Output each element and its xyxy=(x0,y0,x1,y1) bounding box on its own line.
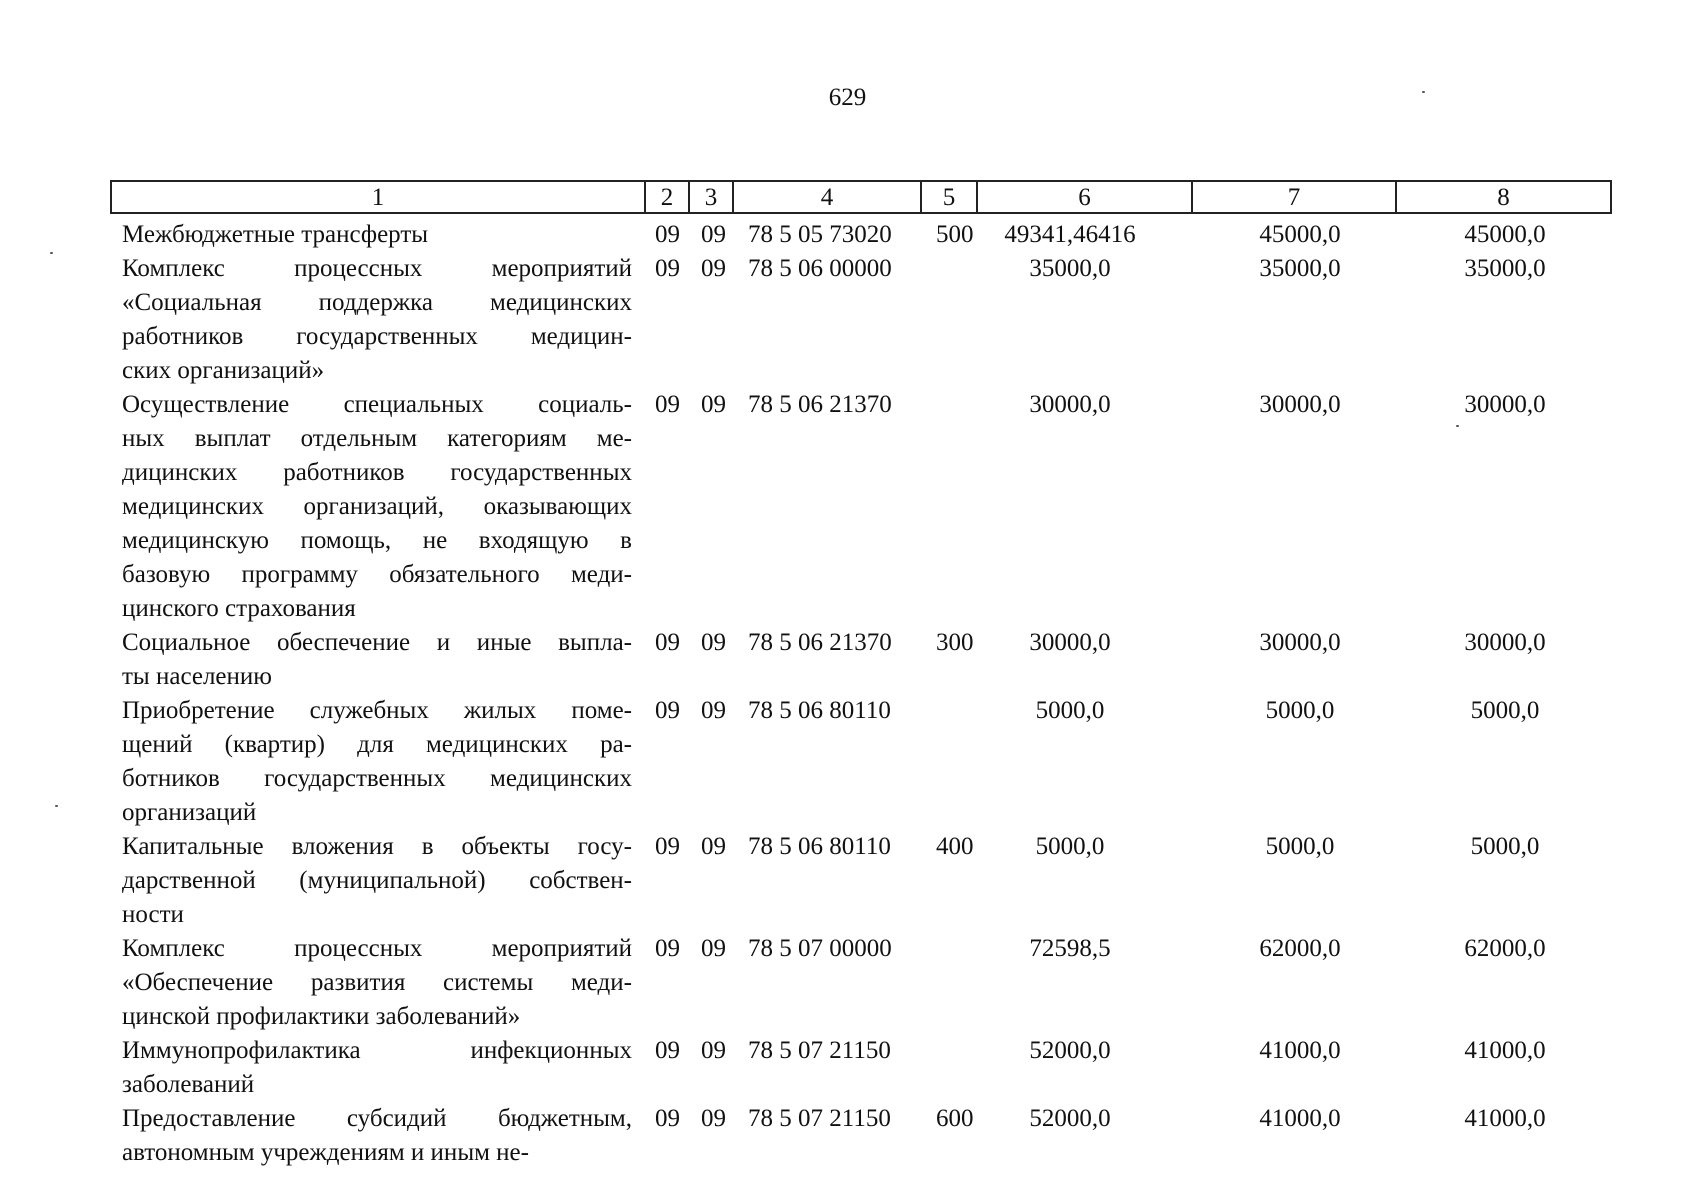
description-line: ности xyxy=(122,901,184,928)
row-description xyxy=(122,694,632,830)
header-cell-7: 7 xyxy=(1191,180,1397,214)
subsection-code: 09 xyxy=(701,1105,726,1132)
target-article-code: 78 5 07 00000 xyxy=(748,935,892,962)
description-line: заболеваний xyxy=(122,1071,255,1098)
target-article-code: 78 5 05 73020 xyxy=(748,221,892,248)
subsection-code: 09 xyxy=(701,935,726,962)
amount-col-8: 62000,0 xyxy=(1464,935,1546,962)
description-line: «Обеспечение развития системы меди- xyxy=(122,969,632,996)
target-article-code: 78 5 06 21370 xyxy=(748,391,892,418)
description-line: Приобретение служебных жилых поме- xyxy=(122,697,632,724)
description-line: цинского страхования xyxy=(122,595,356,622)
amount-col-8: 30000,0 xyxy=(1464,629,1546,656)
amount-col-8: 45000,0 xyxy=(1464,221,1546,248)
amount-col-7: 62000,0 xyxy=(1259,935,1341,962)
description-line: дарственной (муниципальной) собствен- xyxy=(122,867,632,894)
amount-col-6: 30000,0 xyxy=(1029,629,1111,656)
description-line: базовую программу обязательного меди- xyxy=(122,561,632,588)
table-header xyxy=(110,180,1612,216)
description-line: дицинских работников государственных xyxy=(122,459,632,486)
amount-col-8: 41000,0 xyxy=(1464,1037,1546,1064)
target-article-code: 78 5 06 21370 xyxy=(748,629,892,656)
amount-col-7: 45000,0 xyxy=(1259,221,1341,248)
subsection-code: 09 xyxy=(701,833,726,860)
amount-col-7: 41000,0 xyxy=(1259,1037,1341,1064)
section-code: 09 xyxy=(655,629,680,656)
description-line: Иммунопрофилактика инфекционных xyxy=(122,1037,632,1064)
description-line: Межбюджетные трансферты xyxy=(122,221,429,248)
section-code: 09 xyxy=(655,1037,680,1064)
amount-col-8: 30000,0 xyxy=(1464,391,1546,418)
amount-col-7: 30000,0 xyxy=(1259,391,1341,418)
section-code: 09 xyxy=(655,833,680,860)
amount-col-8: 35000,0 xyxy=(1464,255,1546,282)
row-description xyxy=(122,1034,632,1102)
target-article-code: 78 5 07 21150 xyxy=(748,1105,891,1132)
row-description xyxy=(122,252,632,388)
description-line: работников государственных медицин- xyxy=(122,323,632,350)
expense-type-code: 400 xyxy=(936,833,974,860)
page-number: 629 xyxy=(828,84,867,111)
section-code: 09 xyxy=(655,221,680,248)
description-line: ских организаций» xyxy=(122,357,325,384)
target-article-code: 78 5 06 00000 xyxy=(748,255,892,282)
description-line: Осуществление специальных социаль- xyxy=(122,391,632,418)
row-description xyxy=(122,830,632,932)
subsection-code: 09 xyxy=(701,697,726,724)
header-cell-2: 2 xyxy=(644,180,690,214)
header-cell-6: 6 xyxy=(976,180,1193,214)
scan-speck xyxy=(55,805,58,807)
scan-speck xyxy=(50,252,53,254)
row-description xyxy=(122,626,632,694)
description-line: цинской профилактики заболеваний» xyxy=(122,1003,521,1030)
amount-col-7: 41000,0 xyxy=(1259,1105,1341,1132)
amount-col-7: 30000,0 xyxy=(1259,629,1341,656)
description-line: медицинских организаций, оказывающих xyxy=(122,493,632,520)
header-cell-4: 4 xyxy=(732,180,922,214)
description-line: Предоставление субсидий бюджетным, xyxy=(122,1105,632,1132)
description-line: ты населению xyxy=(122,663,272,690)
amount-col-6: 49341,46416 xyxy=(1004,221,1136,248)
description-line: Социальное обеспечение и иные выпла- xyxy=(122,629,632,656)
target-article-code: 78 5 06 80110 xyxy=(748,697,891,724)
section-code: 09 xyxy=(655,391,680,418)
subsection-code: 09 xyxy=(701,629,726,656)
amount-col-6: 5000,0 xyxy=(1035,697,1105,724)
description-line: Комплекс процессных мероприятий xyxy=(122,935,632,962)
description-line: ботников государственных медицинских xyxy=(122,765,632,792)
section-code: 09 xyxy=(655,255,680,282)
section-code: 09 xyxy=(655,697,680,724)
subsection-code: 09 xyxy=(701,255,726,282)
amount-col-6: 52000,0 xyxy=(1029,1105,1111,1132)
row-description xyxy=(122,388,632,626)
description-line: Комплекс процессных мероприятий xyxy=(122,255,632,282)
header-cell-3: 3 xyxy=(688,180,734,214)
expense-type-code: 600 xyxy=(936,1105,974,1132)
description-line: ных выплат отдельным категориям ме- xyxy=(122,425,632,452)
section-code: 09 xyxy=(655,935,680,962)
amount-col-8: 5000,0 xyxy=(1470,697,1540,724)
scan-speck xyxy=(1456,425,1459,427)
description-line: щений (квартир) для медицинских ра- xyxy=(122,731,632,758)
amount-col-7: 5000,0 xyxy=(1265,697,1335,724)
scan-speck xyxy=(1422,91,1425,93)
expense-type-code: 500 xyxy=(936,221,974,248)
description-line: медицинскую помощь, не входящую в xyxy=(122,527,632,554)
amount-col-6: 5000,0 xyxy=(1035,833,1105,860)
amount-col-7: 5000,0 xyxy=(1265,833,1335,860)
description-line: автономным учреждениям и иным не- xyxy=(122,1139,529,1166)
header-cell-1: 1 xyxy=(110,180,646,214)
amount-col-6: 30000,0 xyxy=(1029,391,1111,418)
section-code: 09 xyxy=(655,1105,680,1132)
subsection-code: 09 xyxy=(701,221,726,248)
amount-col-7: 35000,0 xyxy=(1259,255,1341,282)
description-line: «Социальная поддержка медицинских xyxy=(122,289,632,316)
amount-col-6: 72598,5 xyxy=(1029,935,1111,962)
row-description xyxy=(122,218,632,252)
header-cell-5: 5 xyxy=(920,180,978,214)
target-article-code: 78 5 07 21150 xyxy=(748,1037,891,1064)
description-line: Капитальные вложения в объекты госу- xyxy=(122,833,632,860)
amount-col-6: 35000,0 xyxy=(1029,255,1111,282)
amount-col-8: 5000,0 xyxy=(1470,833,1540,860)
subsection-code: 09 xyxy=(701,391,726,418)
expense-type-code: 300 xyxy=(936,629,974,656)
amount-col-8: 41000,0 xyxy=(1464,1105,1546,1132)
amount-col-6: 52000,0 xyxy=(1029,1037,1111,1064)
description-line: организаций xyxy=(122,799,257,826)
subsection-code: 09 xyxy=(701,1037,726,1064)
row-description xyxy=(122,1102,632,1170)
header-cell-8: 8 xyxy=(1395,180,1612,214)
row-description xyxy=(122,932,632,1034)
target-article-code: 78 5 06 80110 xyxy=(748,833,891,860)
